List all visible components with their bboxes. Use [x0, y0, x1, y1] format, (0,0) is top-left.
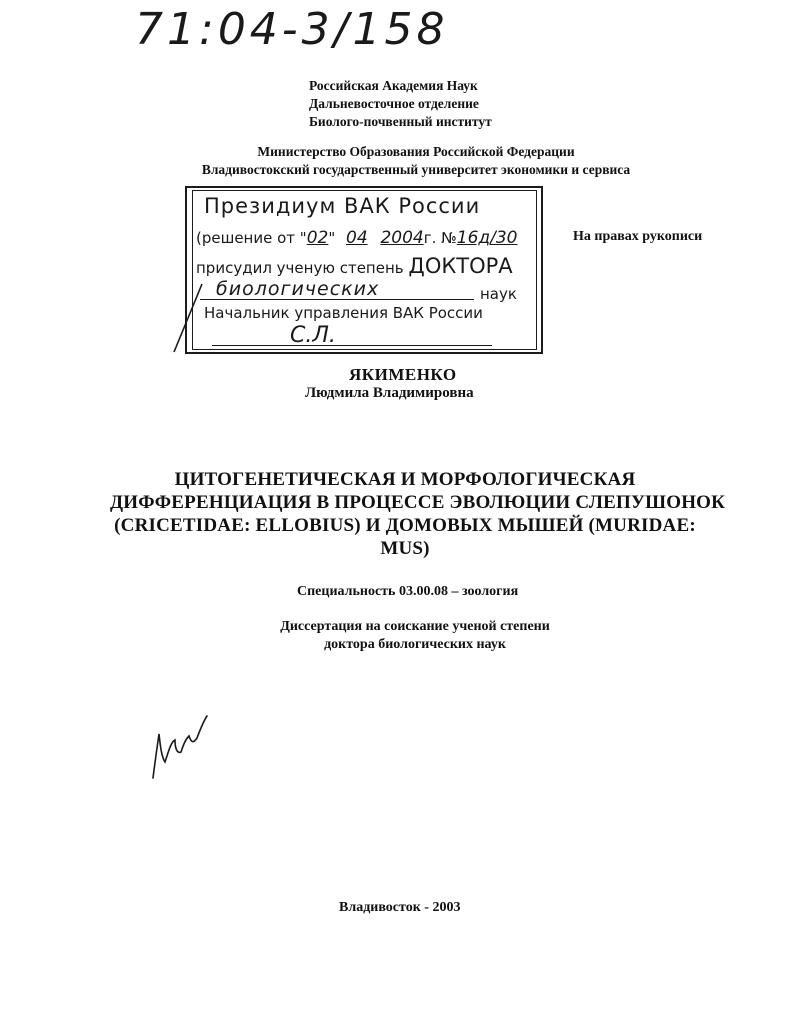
specialty: Специальность 03.00.08 – зоология: [297, 584, 519, 599]
stamp-signature: С.Л.: [290, 323, 336, 348]
stamp-decision-mid: ": [328, 229, 336, 247]
header-academy-line: Биолого-почвенный институт: [309, 114, 492, 129]
author-name: Людмила Владимировна: [305, 385, 474, 401]
stamp-decision-year: 2004: [380, 228, 424, 248]
stamp-decision-no-label: г. №: [423, 229, 457, 247]
title-line: ЦИТОГЕНЕТИЧЕСКАЯ И МОРФОЛОГИЧЕСКАЯ: [174, 469, 636, 490]
stamp-field-underline: [200, 299, 474, 300]
stamp-pen-stroke: [168, 280, 208, 360]
dissertation-title: [110, 468, 726, 560]
margin-signature-text: Якш: [45, 612, 47, 613]
stamp-degree-line: [196, 254, 513, 278]
dissertation-degree: [230, 618, 600, 654]
header-academy-line: Российская Академия Наук: [309, 78, 478, 93]
stamp-degree-word: ДОКТОРА: [408, 254, 513, 278]
archive-code: 71:04-3/158: [135, 4, 449, 55]
header-ministry-line: Владивостокский государственный университет экономики и сервиса: [201, 162, 631, 177]
manuscript-rights: На правах рукописи: [573, 229, 703, 244]
margin-signature: [45, 612, 215, 784]
header-ministry-line: Министерство Образования Российской Федерации: [257, 144, 575, 159]
stamp-title: Президиум ВАК России: [204, 194, 481, 218]
stamp-signature-line: [212, 345, 492, 346]
stamp-decision-day: 02: [306, 228, 329, 248]
stamp-field-handwritten: биологических: [216, 278, 380, 300]
author-surname: ЯКИМЕНКО: [349, 365, 457, 384]
stamp-degree-text: присудил ученую степень: [196, 259, 404, 277]
header-ministry: [176, 143, 656, 179]
stamp-decision-month: 04: [346, 228, 368, 248]
stamp-decision-line: [196, 228, 518, 248]
title-line: ДИФФЕРЕНЦИАЦИЯ В ПРОЦЕССЕ ЭВОЛЮЦИИ СЛЕПУШОНОК: [110, 492, 726, 513]
header-academy-line: Дальневосточное отделение: [309, 96, 479, 111]
stamp-decision-no: 16д/30: [456, 228, 518, 248]
stamp-head-label: Начальник управления ВАК России: [204, 304, 483, 322]
title-line: MUS): [380, 538, 430, 559]
title-line: (CRICETIDAE: ELLOBIUS) И ДОМОВЫХ МЫШЕЙ (MURIDAE:: [114, 515, 696, 536]
stamp-decision-prefix: (решение от ": [196, 229, 307, 247]
stamp-field-suffix: наук: [480, 285, 517, 303]
city-year: Владивосток - 2003: [339, 900, 461, 915]
header-academy: [309, 77, 492, 131]
degree-line: доктора биологических наук: [324, 637, 506, 652]
degree-line: Диссертация на соискание ученой степени: [280, 619, 550, 634]
